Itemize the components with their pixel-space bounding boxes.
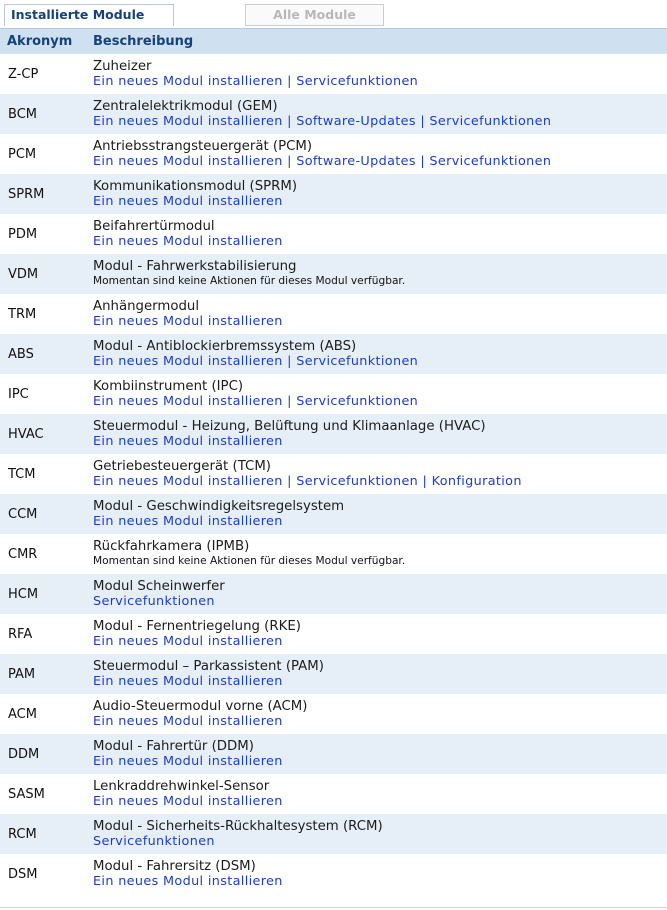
table-row: [0, 294, 667, 334]
module-name: Modul - Antiblockierbremssystem (ABS): [93, 339, 357, 354]
module-name: Modul - Fahrertür (DDM): [93, 739, 254, 754]
action-link-ein-neues-modul-installieren[interactable]: Ein neues Modul installieren: [93, 634, 283, 649]
module-name: Modul Scheinwerfer: [93, 579, 225, 594]
module-actions: [93, 874, 667, 889]
action-link-konfiguration[interactable]: Konfiguration: [431, 474, 522, 489]
module-actions: [93, 314, 667, 329]
module-actions: [93, 74, 667, 89]
module-acronym: CMR: [0, 534, 91, 574]
module-description: [91, 334, 667, 374]
module-acronym: TRM: [0, 294, 91, 334]
action-separator: |: [418, 474, 432, 489]
module-acronym: HVAC: [0, 414, 91, 454]
module-name: Steuermodul - Heizung, Belüftung und Klimaanlage (HVAC): [93, 419, 486, 434]
module-description: [91, 94, 667, 134]
module-description: [91, 494, 667, 534]
action-separator: |: [282, 394, 297, 409]
action-link-ein-neues-modul-installieren[interactable]: Ein neues Modul installieren: [93, 394, 283, 409]
module-acronym: PCM: [0, 134, 91, 174]
action-link-software-updates[interactable]: Software-Updates: [296, 114, 416, 129]
module-name: Kombiinstrument (IPC): [93, 379, 244, 394]
module-description: [91, 54, 667, 94]
table-row: [0, 414, 667, 454]
action-separator: |: [282, 354, 297, 369]
module-actions: [93, 394, 667, 409]
action-link-ein-neues-modul-installieren[interactable]: Ein neues Modul installieren: [93, 154, 283, 169]
header-description: Beschreibung: [91, 29, 667, 55]
module-actions: [93, 514, 667, 529]
action-link-servicefunktionen[interactable]: Servicefunktionen: [296, 354, 419, 369]
action-link-ein-neues-modul-installieren[interactable]: Ein neues Modul installieren: [93, 354, 283, 369]
module-description: [91, 814, 667, 854]
module-actions: [93, 354, 667, 369]
action-link-ein-neues-modul-installieren[interactable]: Ein neues Modul installieren: [93, 514, 283, 529]
table-bottom-border: [0, 907, 667, 908]
module-actions: [93, 634, 667, 649]
no-actions-note: Momentan sind keine Aktionen für dieses Modul verfügbar.: [93, 275, 406, 287]
module-description: [91, 734, 667, 774]
module-name: Modul - Fahrersitz (DSM): [93, 859, 256, 874]
table-row: [0, 814, 667, 854]
module-name: Getriebesteuergerät (TCM): [93, 459, 271, 474]
module-acronym: SPRM: [0, 174, 91, 214]
module-name: Beifahrertürmodul: [93, 219, 215, 234]
action-separator: |: [282, 154, 297, 169]
action-link-ein-neues-modul-installieren[interactable]: Ein neues Modul installieren: [93, 434, 283, 449]
module-name: Modul - Fernentriegelung (RKE): [93, 619, 301, 634]
table-row: [0, 54, 667, 94]
table-row: [0, 614, 667, 654]
table-row: [0, 134, 667, 174]
module-actions: [93, 594, 667, 609]
action-link-software-updates[interactable]: Software-Updates: [296, 154, 416, 169]
module-acronym: SASM: [0, 774, 91, 814]
module-name: Audio-Steuermodul vorne (ACM): [93, 699, 308, 714]
module-name: Zuheizer: [93, 59, 152, 74]
modules-table: [0, 28, 667, 894]
module-description: [91, 574, 667, 614]
action-link-servicefunktionen[interactable]: Servicefunktionen: [429, 114, 552, 129]
module-acronym: PAM: [0, 654, 91, 694]
action-separator: |: [282, 114, 297, 129]
action-link-servicefunktionen[interactable]: Servicefunktionen: [429, 154, 552, 169]
module-acronym: HCM: [0, 574, 91, 614]
module-acronym: RCM: [0, 814, 91, 854]
module-name: Modul - Sicherheits-Rückhaltesystem (RCM): [93, 819, 383, 834]
action-link-ein-neues-modul-installieren[interactable]: Ein neues Modul installieren: [93, 474, 283, 489]
module-description: [91, 614, 667, 654]
module-acronym: CCM: [0, 494, 91, 534]
module-actions: [93, 674, 667, 689]
module-acronym: VDM: [0, 254, 91, 294]
module-acronym: ABS: [0, 334, 91, 374]
header-acronym: Akronym: [0, 29, 91, 55]
action-separator: |: [415, 154, 430, 169]
module-actions: [93, 194, 667, 209]
action-separator: |: [282, 474, 297, 489]
module-actions: [93, 754, 667, 769]
action-link-ein-neues-modul-installieren[interactable]: Ein neues Modul installieren: [93, 114, 283, 129]
module-actions: [93, 834, 667, 849]
action-link-ein-neues-modul-installieren[interactable]: Ein neues Modul installieren: [93, 754, 283, 769]
table-row: [0, 174, 667, 214]
module-acronym: IPC: [0, 374, 91, 414]
action-link-ein-neues-modul-installieren[interactable]: Ein neues Modul installieren: [93, 234, 283, 249]
table-row: [0, 854, 667, 894]
module-name: Steuermodul – Parkassistent (PAM): [93, 659, 324, 674]
action-link-ein-neues-modul-installieren[interactable]: Ein neues Modul installieren: [93, 194, 283, 209]
module-description: [91, 174, 667, 214]
table-row: [0, 494, 667, 534]
table-row: [0, 334, 667, 374]
module-acronym: PDM: [0, 214, 91, 254]
table-row: [0, 94, 667, 134]
module-description: [91, 774, 667, 814]
action-link-ein-neues-modul-installieren[interactable]: Ein neues Modul installieren: [93, 794, 283, 809]
module-actions: [93, 154, 667, 169]
module-name: Antriebsstrangsteuergerät (PCM): [93, 139, 313, 154]
table-row: [0, 774, 667, 814]
action-separator: |: [282, 74, 297, 89]
module-description: [91, 534, 667, 574]
module-description: [91, 854, 667, 894]
action-link-servicefunktionen[interactable]: Servicefunktionen: [93, 594, 215, 609]
module-acronym: Z-CP: [0, 54, 91, 94]
table-header-row: [0, 29, 667, 55]
module-acronym: ACM: [0, 694, 91, 734]
action-link-servicefunktionen[interactable]: Servicefunktionen: [296, 474, 419, 489]
action-separator: |: [415, 114, 430, 129]
module-actions: [93, 474, 667, 489]
module-acronym: TCM: [0, 454, 91, 494]
action-link-servicefunktionen[interactable]: Servicefunktionen: [93, 834, 215, 849]
module-name: Zentralelektrikmodul (GEM): [93, 99, 278, 114]
tab-installed-modules[interactable]: Installierte Module: [4, 4, 174, 26]
module-actions: [93, 434, 667, 449]
module-actions: [93, 234, 667, 249]
table-row: [0, 534, 667, 574]
module-name: Modul - Fahrwerkstabilisierung: [93, 259, 297, 274]
table-row: [0, 374, 667, 414]
module-description: [91, 214, 667, 254]
module-name: Kommunikationsmodul (SPRM): [93, 179, 298, 194]
module-acronym: BCM: [0, 94, 91, 134]
module-name: Rückfahrkamera (IPMB): [93, 539, 250, 554]
module-name: Anhängermodul: [93, 299, 200, 314]
action-link-servicefunktionen[interactable]: Servicefunktionen: [296, 74, 419, 89]
table-row: [0, 734, 667, 774]
table-row: [0, 214, 667, 254]
module-description: [91, 294, 667, 334]
no-actions-note: Momentan sind keine Aktionen für dieses Modul verfügbar.: [93, 555, 406, 567]
module-acronym: DDM: [0, 734, 91, 774]
table-row: [0, 574, 667, 614]
module-description: [91, 654, 667, 694]
module-description: [91, 254, 667, 294]
table-row: [0, 254, 667, 294]
modules-table-body: [0, 54, 667, 894]
table-row: [0, 654, 667, 694]
module-actions: [93, 794, 667, 809]
table-row: [0, 694, 667, 734]
module-name: Lenkraddrehwinkel-Sensor: [93, 779, 270, 794]
action-link-ein-neues-modul-installieren[interactable]: Ein neues Modul installieren: [93, 874, 283, 889]
module-description: [91, 374, 667, 414]
tab-all-modules[interactable]: Alle Module: [245, 4, 384, 26]
module-actions: [93, 714, 667, 729]
table-row: [0, 454, 667, 494]
module-description: [91, 134, 667, 174]
module-acronym: DSM: [0, 854, 91, 894]
module-description: [91, 454, 667, 494]
module-description: [91, 414, 667, 454]
module-tabs: [0, 4, 667, 28]
module-actions: [93, 114, 667, 129]
action-link-ein-neues-modul-installieren[interactable]: Ein neues Modul installieren: [93, 714, 283, 729]
action-link-ein-neues-modul-installieren[interactable]: Ein neues Modul installieren: [93, 674, 283, 689]
module-description: [91, 694, 667, 734]
action-link-ein-neues-modul-installieren[interactable]: Ein neues Modul installieren: [93, 314, 283, 329]
module-acronym: RFA: [0, 614, 91, 654]
module-name: Modul - Geschwindigkeitsregelsystem: [93, 499, 345, 514]
action-link-ein-neues-modul-installieren[interactable]: Ein neues Modul installieren: [93, 74, 283, 89]
action-link-servicefunktionen[interactable]: Servicefunktionen: [296, 394, 419, 409]
